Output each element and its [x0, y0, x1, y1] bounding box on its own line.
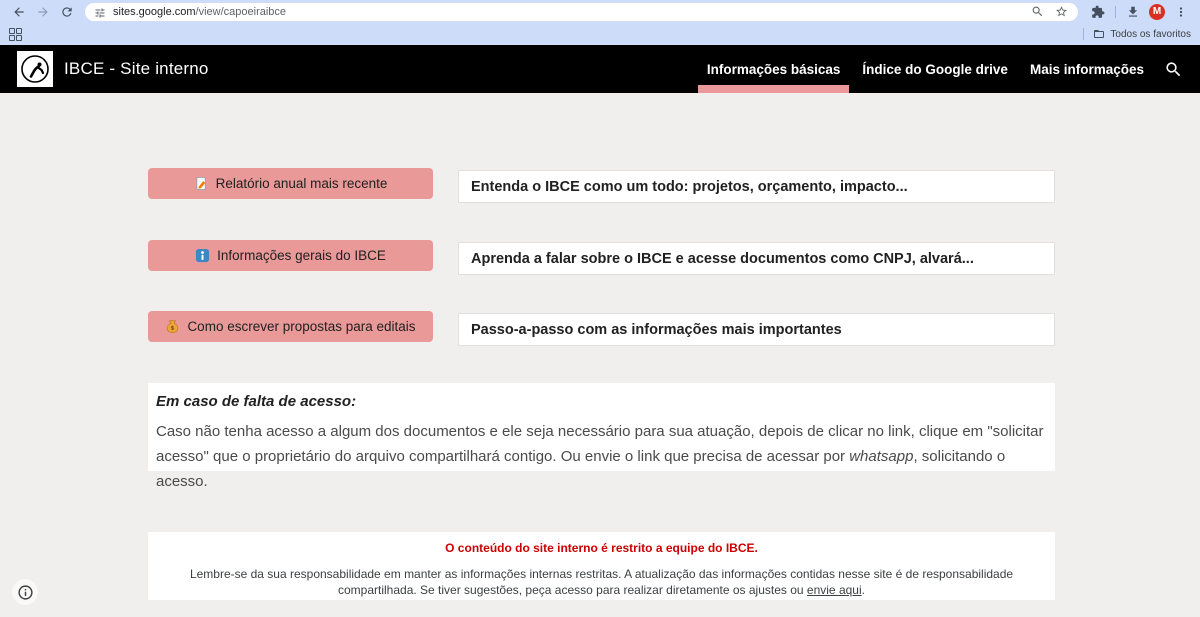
all-bookmarks[interactable]	[1083, 28, 1191, 40]
extensions-icon[interactable]	[1090, 4, 1106, 20]
site-nav	[696, 45, 1192, 93]
download-icon[interactable]	[1125, 4, 1141, 20]
description-text: Entenda o IBCE como um todo: projetos, orçamento, impacto...	[471, 178, 908, 195]
access-body-part2: , solicitando o acesso.	[156, 448, 1006, 490]
propostas-editais-button[interactable]	[148, 311, 433, 342]
access-note-heading: Em caso de falta de acesso:	[156, 393, 357, 410]
site-logo-icon	[17, 51, 53, 87]
avatar[interactable]: M	[1149, 4, 1165, 20]
button-label: Como escrever propostas para editais	[187, 319, 416, 334]
zoom-icon[interactable]	[1031, 5, 1045, 19]
omnibox[interactable]	[85, 3, 1078, 21]
restricted-body-part2: .	[861, 583, 865, 597]
back-icon[interactable]	[11, 4, 27, 20]
menu-icon[interactable]	[1173, 4, 1189, 20]
nav-mais-informacoes[interactable]: Mais informações	[1029, 61, 1144, 77]
informacoes-gerais-button[interactable]	[148, 240, 433, 271]
reload-icon[interactable]	[59, 4, 75, 20]
restricted-note-box	[148, 532, 1055, 600]
bookmarks-label: Todos os favoritos	[1110, 28, 1191, 40]
restricted-body	[154, 566, 1049, 598]
restricted-body-part1: Lembre-se da sua responsabilidade em manter as informações internas restritas. A atualização das informações contidas nesse site é de responsabilidade compartilhada. Se tiver sugestões, peça acesso para realizar diretamente os ajustes ou	[189, 567, 1014, 597]
folder-icon	[1093, 28, 1105, 40]
button-label: Relatório anual mais recente	[215, 176, 388, 191]
access-body-italic: whatsapp	[849, 448, 914, 465]
info-icon	[195, 248, 210, 263]
description-box	[458, 170, 1055, 203]
nav-indice-google-drive[interactable]: Índice do Google drive	[862, 61, 1008, 77]
restricted-headline: O conteúdo do site interno é restrito a equipe do IBCE.	[445, 541, 758, 555]
description-text: Passo-a-passo com as informações mais importantes	[471, 321, 842, 338]
relatorio-anual-button[interactable]	[148, 168, 433, 199]
bookmarks-divider	[1083, 28, 1084, 40]
url-text[interactable]	[113, 6, 1021, 18]
button-label: Informações gerais do IBCE	[217, 248, 386, 263]
search-icon[interactable]	[1155, 45, 1192, 93]
page-content	[0, 93, 1200, 617]
url-path: /view/capoeiraibce	[195, 5, 287, 18]
site-header	[0, 45, 1200, 93]
forward-icon[interactable]	[35, 4, 51, 20]
envie-aqui-link[interactable]: envie aqui	[806, 583, 862, 597]
site-brand[interactable]	[17, 45, 209, 93]
site-settings-icon[interactable]	[94, 6, 106, 18]
access-note-box	[148, 383, 1055, 490]
access-note-body	[156, 419, 1047, 494]
browser-toolbar	[0, 0, 1200, 23]
access-body-part1: Caso não tenha acesso a algum dos documentos e ele seja necessário para sua atuação, depois de clicar no link, clique em "solicitar acesso" que o proprietário do arquivo compartilhará contigo. Ou envie o link que precisa de acessar por	[156, 423, 1044, 465]
site-title: IBCE - Site interno	[64, 59, 209, 78]
memo-icon	[194, 176, 209, 191]
description-box	[458, 242, 1055, 275]
description-text: Aprenda a falar sobre o IBCE e acesse documentos como CNPJ, alvará...	[471, 250, 974, 267]
apps-grid-icon[interactable]	[9, 28, 22, 41]
nav-informacoes-basicas[interactable]: Informações básicas	[696, 45, 852, 93]
bookmark-star-icon[interactable]	[1055, 5, 1069, 19]
description-box	[458, 313, 1055, 346]
page-info-button[interactable]	[12, 579, 38, 605]
bookmarks-bar	[0, 23, 1200, 45]
url-domain: sites.google.com	[113, 5, 196, 18]
info-circle-icon	[17, 584, 34, 601]
toolbar-divider	[1115, 6, 1116, 18]
moneybag-icon	[165, 319, 180, 334]
